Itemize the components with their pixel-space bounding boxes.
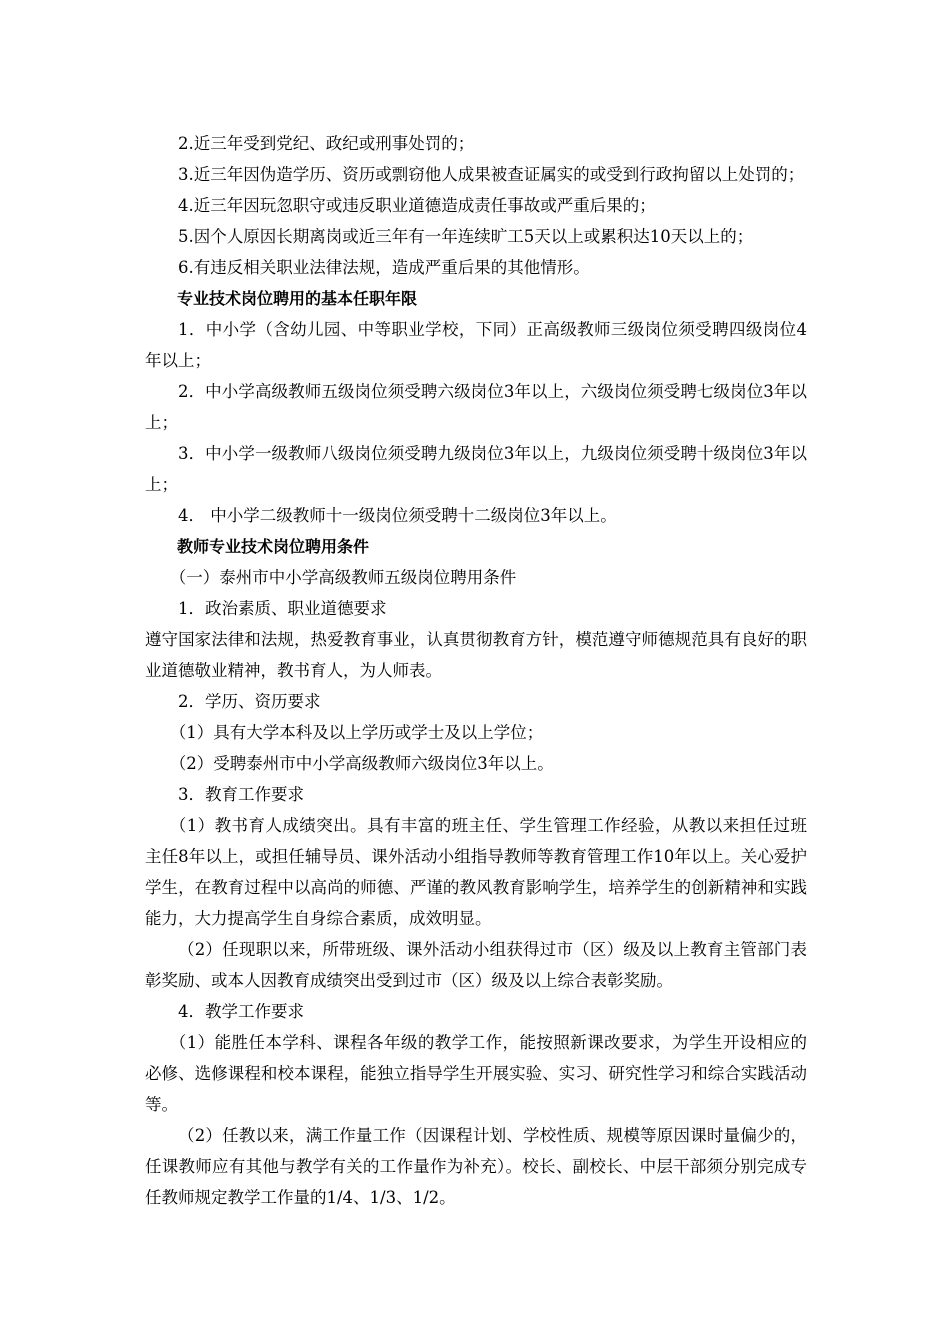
paragraph-item: 3．教育工作要求 <box>178 785 304 804</box>
paragraph-sub-item: （1）能胜任本学科、课程各年级的教学工作，能按照新课改要求，为学生开设相应的必修、选修课程和校本课程，能独立指导学生开展实验、实习、研究性学习和综合实践活动等。 <box>145 1033 807 1114</box>
section-heading: 专业技术岗位聘用的基本任职年限 <box>177 289 418 308</box>
paragraph-body: 遵守国家法律和法规，热爱教育事业，认真贯彻教育方针，模范遵守师德规范具有良好的职业道德敬业精神，教书育人，为人师表。 <box>145 630 807 680</box>
paragraph-sub-item: （2）任现职以来，所带班级、课外活动小组获得过市（区）级及以上教育主管部门表彰奖励、或本人因教育成绩突出受到过市（区）级及以上综合表彰奖励。 <box>145 940 807 990</box>
paragraph-item: 4． 中小学二级教师十一级岗位须受聘十二级岗位3年以上。 <box>178 506 617 525</box>
paragraph-sub-item: （1）教书育人成绩突出。具有丰富的班主任、学生管理工作经验，从教以来担任过班主任8年以上，或担任辅导员、课外活动小组指导教师等教育管理工作10年以上。关心爱护学生，在教育过程中以高尚的师德、严谨的教风教育影响学生，培养学生的创新精神和实践能力，大力提高学生自身综合素质，成效明显。 <box>145 816 807 928</box>
subsection-title: （一）泰州市中小学高级教师五级岗位聘用条件 <box>169 568 517 587</box>
paragraph-item: 3.近三年因伪造学历、资历或剽窃他人成果被查证属实的或受到行政拘留以上处罚的； <box>178 165 805 184</box>
paragraph-item: 3．中小学一级教师八级岗位须受聘九级岗位3年以上，九级岗位须受聘十级岗位3年以上； <box>145 444 807 494</box>
paragraph-sub-item: （1）具有大学本科及以上学历或学士及以上学位； <box>169 723 544 742</box>
paragraph-item: 1．中小学（含幼儿园、中等职业学校，下同）正高级教师三级岗位须受聘四级岗位4年以上； <box>145 320 807 370</box>
paragraph-item: 4.近三年因玩忽职守或违反职业道德造成责任事故或严重后果的； <box>178 196 656 215</box>
paragraph-item: 2．学历、资历要求 <box>178 692 321 711</box>
paragraph-item: 5.因个人原因长期离岗或近三年有一年连续旷工5天以上或累积达10天以上的； <box>178 227 754 246</box>
paragraph-item: 2.近三年受到党纪、政纪或刑事处罚的； <box>178 134 475 153</box>
paragraph-sub-item: （2）受聘泰州市中小学高级教师六级岗位3年以上。 <box>169 754 554 773</box>
section-heading: 教师专业技术岗位聘用条件 <box>177 537 370 556</box>
paragraph-item: 4．教学工作要求 <box>178 1002 304 1021</box>
document-page <box>145 128 807 1213</box>
paragraph-item: 6.有违反相关职业法律法规，造成严重后果的其他情形。 <box>178 258 590 277</box>
paragraph-sub-item: （2）任教以来，满工作量工作（因课程计划、学校性质、规模等原因课时量偏少的，任课教师应有其他与教学有关的工作量作为补充）。校长、副校长、中层干部须分别完成专任教师规定教学工作量的1/4、1/3、1/2。 <box>145 1126 807 1207</box>
paragraph-item: 1．政治素质、职业道德要求 <box>178 599 387 618</box>
paragraph-item: 2．中小学高级教师五级岗位须受聘六级岗位3年以上，六级岗位须受聘七级岗位3年以上； <box>145 382 807 432</box>
